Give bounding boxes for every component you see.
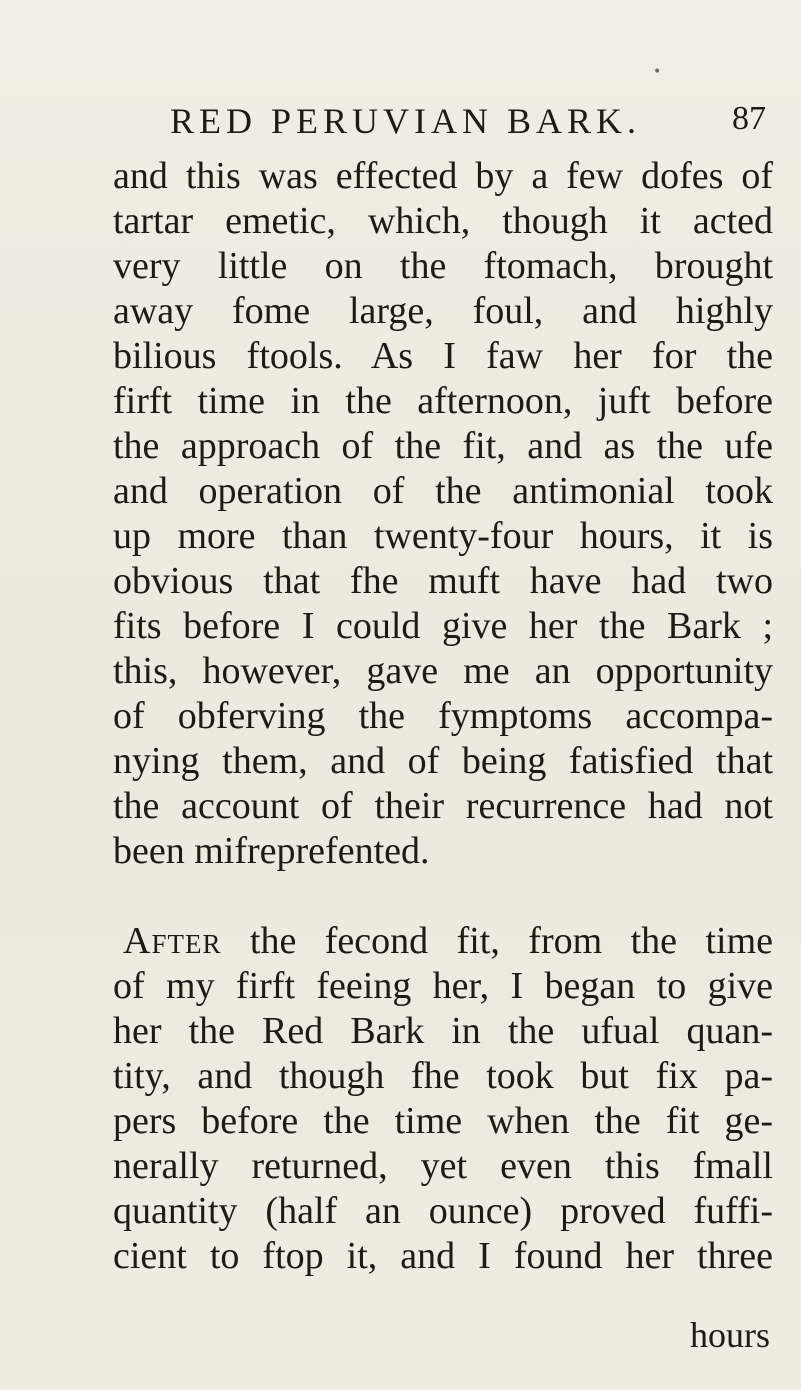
body-text <box>113 154 773 1279</box>
text-line: fits before I could give her the Bark ; <box>113 605 773 647</box>
text-line: away fome large, foul, and highly <box>113 290 773 332</box>
running-head <box>128 100 788 150</box>
text-line: her the Red Bark in the ufual quan- <box>113 1010 773 1052</box>
first-line-rest: the fecond fit, from the time <box>221 920 773 962</box>
text-line: bilious ftools. As I faw her for the <box>113 335 773 377</box>
lead-word: After <box>123 920 222 962</box>
text-line: nying them, and of being fatisfied that <box>113 740 773 782</box>
catchword: hours <box>690 1315 770 1355</box>
running-title: RED PERUVIAN BARK. <box>170 101 642 141</box>
page-number: 87 <box>732 100 766 137</box>
text-line: this, however, gave me an opportunity <box>113 650 773 692</box>
text-line: firft time in the afternoon, juft before <box>113 380 773 422</box>
text-line: of my firft feeing her, I began to give <box>113 965 773 1007</box>
text-line: tity, and though fhe took but fix pa- <box>113 1055 773 1097</box>
text-line: nerally returned, yet even this fmall <box>113 1145 773 1187</box>
text-line: of obferving the fymptoms accompa- <box>113 695 773 737</box>
text-line: tartar emetic, which, though it acted <box>113 200 773 242</box>
paragraph-first-line <box>113 919 773 964</box>
text-line: and operation of the antimonial took <box>113 470 773 512</box>
text-line: the approach of the fit, and as the ufe <box>113 425 773 467</box>
text-line: and this was effected by a few dofes of <box>113 155 773 197</box>
text-line: pers before the time when the fit ge- <box>113 1100 773 1142</box>
text-line: cient to ftop it, and I found her three <box>113 1235 773 1277</box>
paragraph-gap <box>113 874 773 919</box>
text-line: obvious that fhe muft have had two <box>113 560 773 602</box>
text-line: very little on the ftomach, brought <box>113 245 773 287</box>
text-line: up more than twenty-four hours, it is <box>113 515 773 557</box>
text-line: the account of their recurrence had not <box>113 785 773 827</box>
text-line: been mifreprefented. <box>113 830 430 872</box>
printer-mark: • <box>653 64 662 80</box>
text-line: quantity (half an ounce) proved fuffi- <box>113 1190 773 1232</box>
